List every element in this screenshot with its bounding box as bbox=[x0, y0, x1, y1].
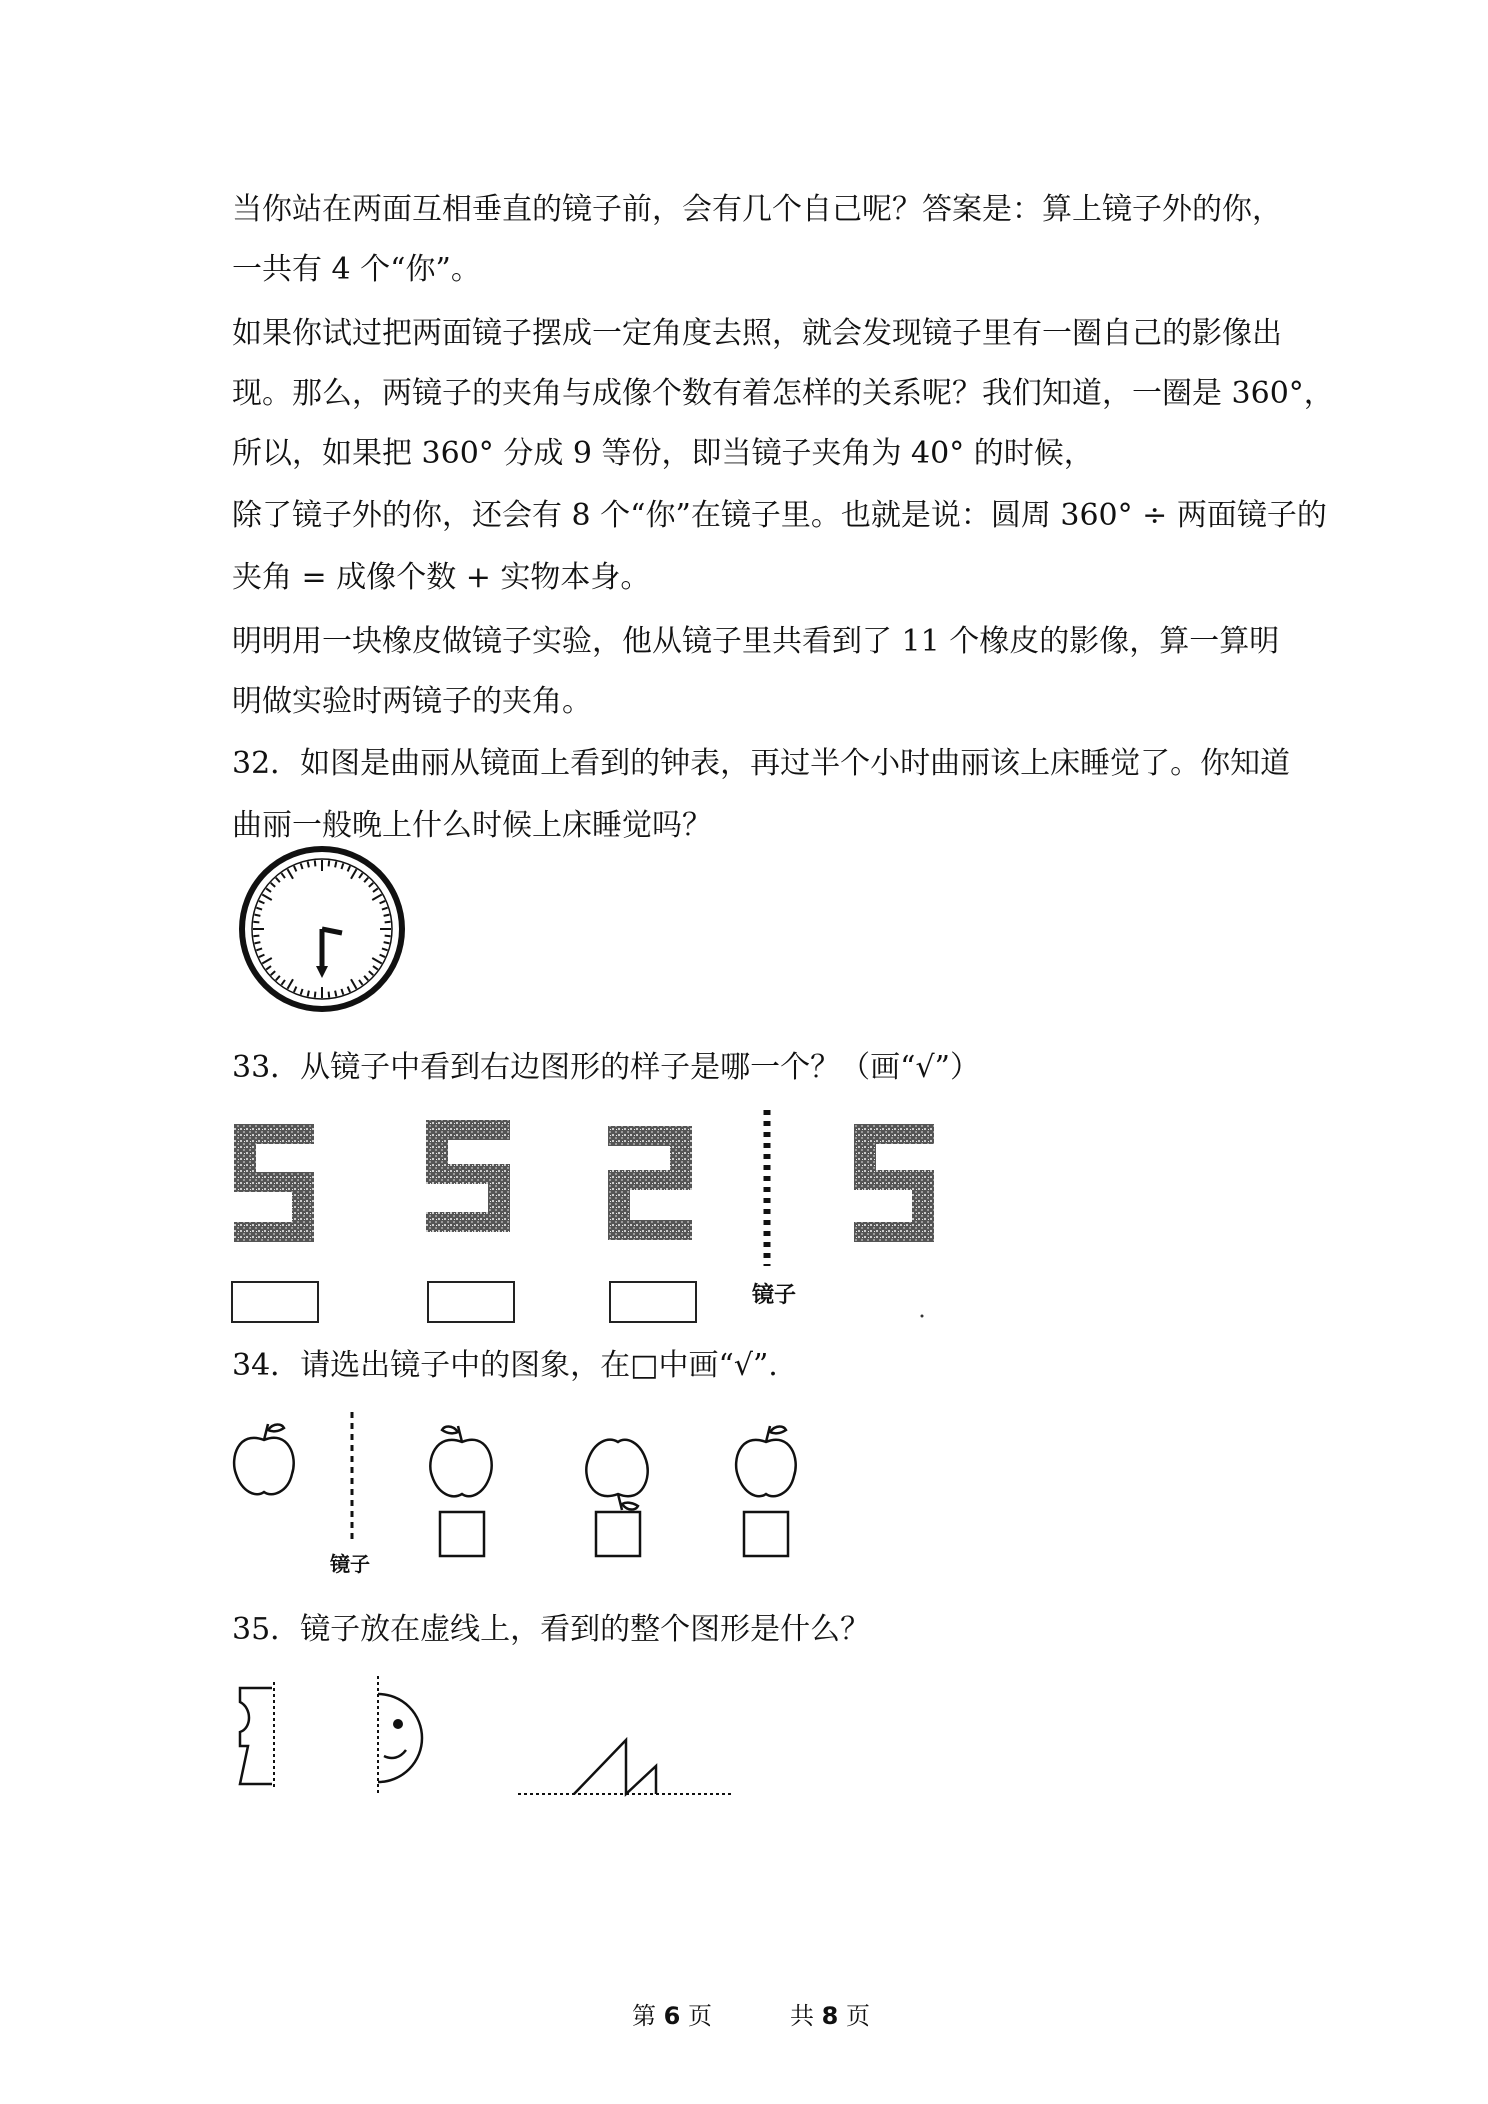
q34-option-c-apple bbox=[736, 1426, 796, 1496]
intro-line-6: 除了镜子外的你，还会有 8 个“你”在镜子里。也就是说：圆周 360° ÷ 两面镜子的 bbox=[232, 498, 1327, 533]
q33-answer-box-a bbox=[232, 1282, 318, 1322]
q33-option-b-shape bbox=[426, 1120, 510, 1232]
q34-text: 34．请选出镜子中的图象，在□中画“√”. bbox=[232, 1348, 778, 1383]
q35-figure bbox=[232, 1672, 752, 1822]
q35-half-face bbox=[378, 1694, 422, 1782]
q34-option-b-apple bbox=[586, 1440, 647, 1510]
intro-line-3: 如果你试过把两面镜子摆成一定角度去照，就会发现镜子里有一圈自己的影像出 bbox=[232, 316, 1282, 351]
clock-tick bbox=[308, 991, 309, 997]
clock-tick bbox=[308, 862, 309, 868]
intro-line-4: 现。那么，两镜子的夹角与成像个数有着怎样的关系呢？我们知道，一圈是 360°， bbox=[232, 376, 1334, 411]
clock-tick bbox=[253, 936, 259, 937]
q33-option-a-shape bbox=[234, 1124, 314, 1242]
q33-text: 33．从镜子中看到右边图形的样子是哪一个？（画“√”） bbox=[232, 1050, 980, 1085]
clock-tick bbox=[255, 915, 261, 916]
clock-tick bbox=[255, 942, 261, 943]
clock-tick bbox=[253, 922, 259, 923]
q32-line-1: 32．如图是曲丽从镜面上看到的钟表，再过半个小时曲丽该上床睡觉了。你知道 bbox=[232, 746, 1291, 781]
clock-tick bbox=[385, 936, 391, 937]
clock-tick bbox=[335, 991, 336, 997]
clock-tick bbox=[329, 860, 330, 866]
clock-tick bbox=[385, 922, 391, 923]
mirrored-clock-figure bbox=[232, 844, 412, 1014]
q35-half-shape-1 bbox=[240, 1688, 272, 1784]
intro-line-9: 明做实验时两镜子的夹角。 bbox=[232, 684, 592, 719]
q33-original-shape bbox=[854, 1124, 934, 1242]
intro-line-1: 当你站在两面互相垂直的镜子前，会有几个自己呢？答案是：算上镜子外的你， bbox=[232, 192, 1282, 227]
footer-page-suffix: 页 bbox=[687, 2002, 712, 2030]
q34-answer-box-b bbox=[596, 1512, 640, 1556]
q34-option-a-apple bbox=[430, 1426, 491, 1496]
clock-tick bbox=[384, 915, 390, 916]
q35-half-shape-3 bbox=[574, 1740, 656, 1794]
clock-tick bbox=[329, 992, 330, 998]
q34-mirror-label: 镜子 bbox=[330, 1552, 370, 1576]
q34-original-apple bbox=[234, 1424, 294, 1494]
clock-tick bbox=[315, 860, 316, 866]
clock-tick bbox=[315, 992, 316, 998]
footer-page-number bbox=[632, 1996, 712, 2031]
clock-tick bbox=[384, 942, 390, 943]
q35-text: 35．镜子放在虚线上，看到的整个图形是什么？ bbox=[232, 1612, 871, 1647]
footer-total-suffix: 页 bbox=[845, 2002, 870, 2030]
clock-tick bbox=[335, 862, 336, 868]
q34-answer-box-c bbox=[744, 1512, 788, 1556]
q32-line-2: 曲丽一般晚上什么时候上床睡觉吗？ bbox=[232, 808, 712, 843]
q33-figure bbox=[228, 1110, 948, 1330]
footer-total-pages bbox=[790, 1996, 870, 2031]
footer-page-num: 6 bbox=[663, 2002, 681, 2030]
q34-answer-box-a bbox=[440, 1512, 484, 1556]
q33-answer-box-c bbox=[610, 1282, 696, 1322]
intro-line-2: 一共有 4 个“你”。 bbox=[232, 252, 481, 287]
intro-line-7: 夹角 = 成像个数 + 实物本身。 bbox=[232, 560, 651, 595]
q35-face-eye bbox=[393, 1719, 403, 1729]
footer-total-num: 8 bbox=[821, 2002, 839, 2030]
q33-option-c-shape bbox=[608, 1126, 692, 1240]
intro-line-8: 明明用一块橡皮做镜子实验，他从镜子里共看到了 11 个橡皮的影像，算一算明 bbox=[232, 624, 1280, 659]
intro-line-5: 所以，如果把 360° 分成 9 等份，即当镜子夹角为 40° 的时候， bbox=[232, 436, 1094, 471]
footer-total-prefix: 共 bbox=[790, 2002, 814, 2030]
q33-answer-box-b bbox=[428, 1282, 514, 1322]
q34-figure bbox=[226, 1412, 826, 1562]
q33-mirror-label: 镜子 bbox=[752, 1283, 797, 1308]
footer-page-prefix: 第 bbox=[632, 2002, 656, 2030]
